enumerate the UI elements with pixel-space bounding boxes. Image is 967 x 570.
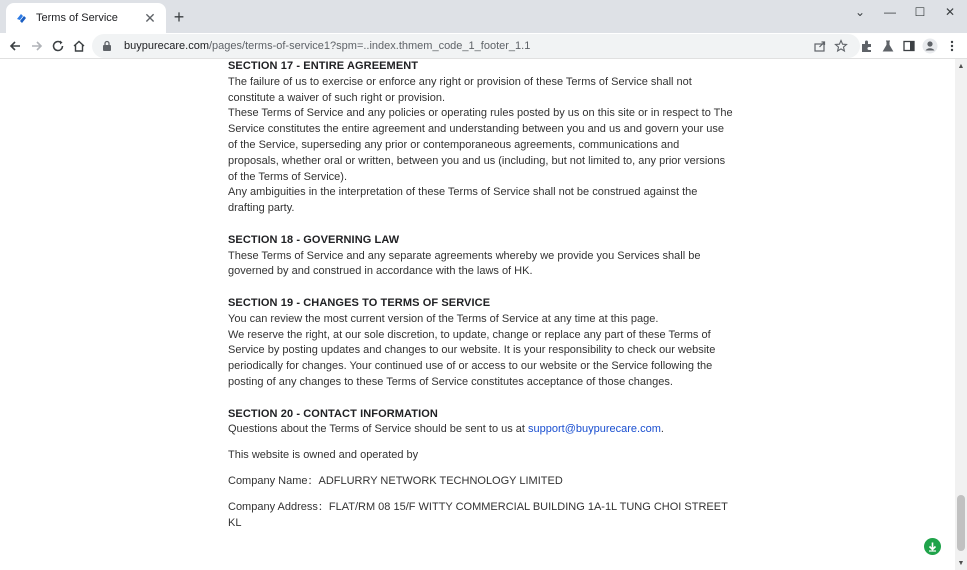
- tab-strip: [0, 0, 967, 33]
- floating-download-button[interactable]: [924, 538, 941, 555]
- section-17-paragraph-2: These Terms of Service and any policies or operating rules posted by us on this site or in respect to The Service constitutes the entire agreement and understanding between you and us and govern your use of the Service, superseding any prior or contemporaneous agreements, communications and proposals, whether oral or written, between you and us (including, but not limited to, any prior versions of the Terms of Service).: [228, 107, 733, 183]
- section-19-paragraph-1: You can review the most current version of the Terms of Service at any time at this page.: [228, 312, 659, 325]
- share-icon: [813, 39, 827, 53]
- section-19-heading: SECTION 19 - CHANGES TO TERMS OF SERVICE: [228, 296, 491, 309]
- terms-article: [228, 59, 733, 531]
- back-button[interactable]: [5, 36, 25, 56]
- tab-title: Terms of Service: [36, 12, 118, 24]
- profile-button[interactable]: [920, 36, 940, 56]
- share-button[interactable]: [810, 36, 830, 56]
- url-path: /pages/terms-of-service1?spm=..index.thmem_code_1_footer_1.1: [209, 40, 531, 52]
- page-content: [0, 59, 955, 570]
- scroll-up-arrow-icon[interactable]: ▲: [957, 62, 965, 70]
- contact-text-prefix: Questions about the Terms of Service should be sent to us at: [228, 423, 529, 436]
- site-info-lock-icon[interactable]: [100, 39, 114, 53]
- bookmark-button[interactable]: [831, 36, 851, 56]
- contact-text-suffix: .: [660, 423, 664, 436]
- page-scrollbar[interactable]: [955, 59, 967, 570]
- section-19-paragraph-2: We reserve the right, at our sole discretion, to update, change or replace any part of these Terms of Service by posting updates and changes to our website. It is your responsibility to check our website periodically for changes. Your continued use of or access to our website or the Service following the posting of any changes to these Terms of Service constitutes acceptance of those changes.: [228, 328, 716, 388]
- tab-terms-of-service[interactable]: [6, 3, 166, 33]
- down-arrow-icon: [927, 541, 938, 552]
- side-panel-icon: [902, 39, 916, 53]
- section-17-paragraph-3: Any ambiguities in the interpretation of these Terms of Service shall not be construed against the drafting party.: [228, 186, 698, 215]
- owner-statement: This website is owned and operated by: [228, 449, 419, 462]
- forward-button[interactable]: [27, 36, 47, 56]
- url-text: [124, 40, 530, 52]
- new-tab-button[interactable]: +: [173, 6, 185, 27]
- maximize-button[interactable]: ☐: [914, 5, 926, 19]
- home-icon: [72, 39, 86, 53]
- url-host: buypurecare.com: [124, 40, 209, 52]
- back-arrow-icon: [8, 39, 22, 53]
- browser-toolbar: [0, 33, 967, 59]
- puzzle-icon: [860, 39, 874, 53]
- menu-button[interactable]: [942, 36, 962, 56]
- tab-close-icon[interactable]: ✕: [144, 9, 156, 26]
- minimize-button[interactable]: —: [884, 5, 896, 19]
- avatar-icon: [922, 38, 938, 54]
- star-icon: [834, 39, 848, 53]
- section-18-heading: SECTION 18 - GOVERNING LAW: [228, 233, 400, 246]
- window-close-button[interactable]: ✕: [944, 5, 956, 19]
- company-name: Company Name：ADFLURRY NETWORK TECHNOLOGY LIMITED: [228, 474, 563, 487]
- support-email-link[interactable]: support@buypurecare.com: [528, 423, 661, 436]
- company-address: Company Address：FLAT/RM 08 15/F WITTY COMMERCIAL BUILDING 1A-1L TUNG CHOI STREET KL: [228, 500, 728, 529]
- section-17-paragraph-1: The failure of us to exercise or enforce any right or provision of these Terms of Service shall not constitute a waiver of such right or provision.: [228, 75, 692, 104]
- scroll-down-arrow-icon[interactable]: ▼: [957, 559, 965, 567]
- kebab-menu-icon: [945, 39, 959, 53]
- section-20-paragraph-1: [228, 422, 733, 438]
- extensions-button[interactable]: [857, 36, 877, 56]
- tab-search-icon[interactable]: ⌄: [854, 5, 866, 19]
- site-favicon-icon: [14, 11, 28, 25]
- address-bar[interactable]: [92, 34, 860, 58]
- home-button[interactable]: [69, 36, 89, 56]
- section-18-paragraph-1: These Terms of Service and any separate agreements whereby we provide you Services shall be governed by and construed in accordance with the laws of HK.: [228, 249, 701, 278]
- section-20-heading: SECTION 20 - CONTACT INFORMATION: [228, 407, 438, 420]
- flask-icon: [881, 39, 895, 53]
- lab-extension-button[interactable]: [878, 36, 898, 56]
- reload-icon: [51, 39, 65, 53]
- side-panel-button[interactable]: [899, 36, 919, 56]
- reload-button[interactable]: [48, 36, 68, 56]
- forward-arrow-icon: [30, 39, 44, 53]
- section-17-heading: SECTION 17 - ENTIRE AGREEMENT: [228, 60, 419, 72]
- scrollbar-thumb[interactable]: [957, 495, 965, 551]
